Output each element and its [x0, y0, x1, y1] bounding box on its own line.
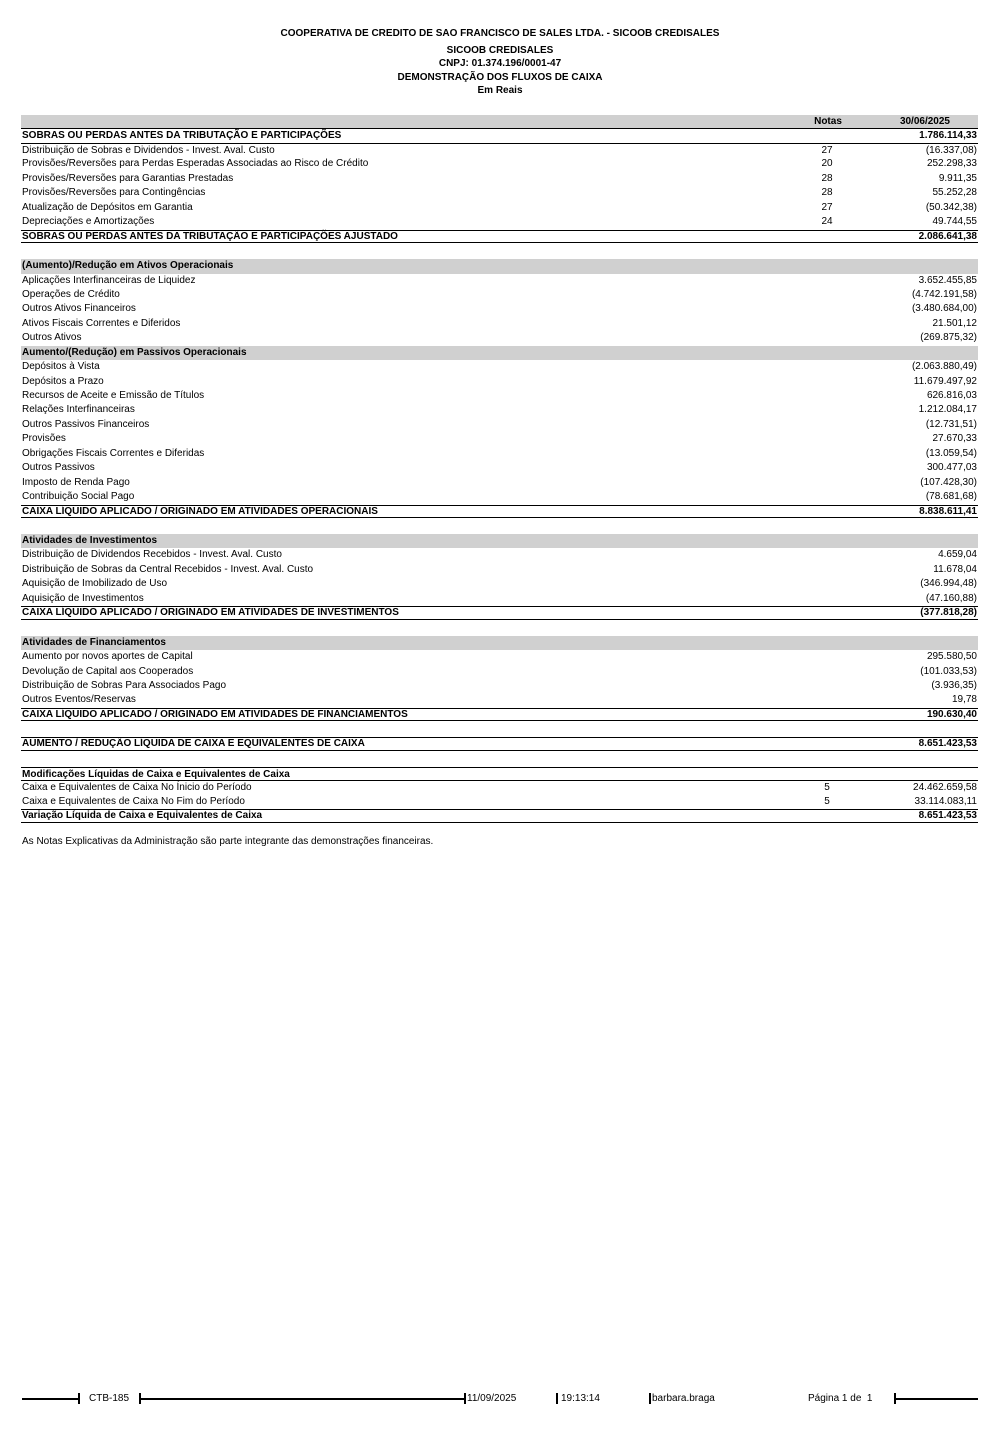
- footer-tick: [78, 1393, 80, 1404]
- table-row: Aumento por novos aportes de Capital 295.580,50: [22, 651, 977, 663]
- row-label: SOBRAS OU PERDAS ANTES DA TRIBUTAÇÃO E PARTICIPAÇÕES: [22, 129, 342, 141]
- table-row: Caixa e Equivalentes de Caixa No Fim do Período 5 33.114.083,11: [22, 795, 977, 807]
- table-row: Operações de Crédito (4.742.191,58): [22, 288, 977, 300]
- table-row: Aquisição de Imobilizado de Uso (346.994,48): [22, 578, 977, 590]
- table-row: Provisões/Reversões para Perdas Esperadas Associadas ao Risco de Crédito 20 252.298,33: [22, 158, 977, 170]
- table-row: Obrigações Fiscais Correntes e Diferidas (13.059,54): [22, 447, 977, 459]
- page-footer: [0, 1392, 1000, 1406]
- footer-rule: [139, 1398, 465, 1400]
- table-row: Depreciações e Amortizações 24 49.744,55: [22, 216, 977, 228]
- table-row: Outros Ativos Financeiros (3.480.684,00): [22, 303, 977, 315]
- table-row: Distribuição de Sobras da Central Recebidos - Invest. Aval. Custo 11.678,04: [22, 563, 977, 575]
- table-row: Recursos de Aceite e Emissão de Títulos 626.816,03: [22, 390, 977, 401]
- page-number: Página 1 de 1: [808, 1393, 873, 1404]
- table-row: Aplicações Interfinanceiras de Liquidez 3.652.455,85: [22, 274, 977, 286]
- section-header-row: Atividades de Financiamentos: [21, 636, 978, 650]
- print-date: 11/09/2025: [467, 1393, 517, 1404]
- footer-rule: [894, 1398, 978, 1400]
- column-date: 30/06/2025: [899, 116, 950, 127]
- section-header-row: (Aumento)/Redução em Ativos Operacionais: [21, 259, 978, 273]
- table-row: Contribuição Social Pago (78.681,68): [22, 491, 977, 503]
- table-row: Relações Interfinanceiras 1.212.084,17: [22, 404, 977, 416]
- table-row: Atualização de Depósitos em Garantia 27 (50.342,38): [22, 201, 977, 213]
- table-row: Provisões/Reversões para Garantias Prestadas 28 9.911,35: [22, 172, 977, 184]
- column-header-row: [21, 115, 978, 129]
- company-name: COOPERATIVA DE CREDITO DE SAO FRANCISCO DE SALES LTDA. - SICOOB CREDISALES: [280, 28, 720, 39]
- table-row: Imposto de Renda Pago (107.428,30): [22, 476, 977, 488]
- report-code: CTB-185: [89, 1393, 130, 1404]
- table-row: Caixa e Equivalentes de Caixa No Ínicio do Período 5 24.462.659,58: [22, 782, 977, 794]
- total-row: SOBRAS OU PERDAS ANTES DA TRIBUTAÇÃO E PARTICIPAÇÕES AJUSTADO 2.086.641,38: [22, 230, 977, 242]
- table-row: Distribuição de Sobras Para Associados Pago (3.936,35): [22, 680, 977, 691]
- section-header-row: Aumento/(Redução) em Passivos Operacionais: [21, 346, 978, 360]
- total-row: CAIXA LÍQUIDO APLICADO / ORIGINADO EM ATIVIDADES DE INVESTIMENTOS (377.818,28): [22, 607, 977, 619]
- net-change-row: AUMENTO / REDUÇÃO LÍQUIDA DE CAIXA E EQUIVALENTES DE CAIXA 8.651.423,53: [22, 738, 977, 750]
- table-row: Provisões 27.670,33: [22, 433, 977, 445]
- short-name: SICOOB CREDISALES: [446, 45, 554, 56]
- table-row: Ativos Fiscais Correntes e Diferidos 21.501,12: [22, 317, 977, 329]
- total-row: CAIXA LÍQUIDO APLICADO / ORIGINADO EM ATIVIDADES OPERACIONAIS 8.838.611,41: [22, 505, 977, 517]
- footer-tick: [556, 1393, 558, 1404]
- footer-tick: [464, 1393, 466, 1404]
- cnpj: CNPJ: 01.374.196/0001-47: [438, 58, 562, 69]
- footer-tick: [649, 1393, 651, 1404]
- column-notas: Notas: [814, 116, 842, 127]
- table-row: Outros Eventos/Reservas 19,78: [22, 694, 977, 706]
- table-row: Depósitos a Prazo 11.679.497,92: [22, 375, 977, 387]
- table-row: Outros Passivos 300.477,03: [22, 462, 977, 474]
- table-row: Outros Ativos (269.875,32): [22, 332, 977, 344]
- section-header-row: Modificações Líquidas de Caixa e Equivalentes de Caixa: [21, 767, 978, 781]
- table-row: Distribuição de Dividendos Recebidos - Invest. Aval. Custo 4.659,04: [22, 549, 977, 561]
- section-title-row: [21, 129, 978, 143]
- table-row: Provisões/Reversões para Contingências 28 55.252,28: [22, 187, 977, 199]
- total-row: Variação Líquida de Caixa e Equivalentes de Caixa 8.651.423,53: [22, 810, 977, 822]
- user-name: barbara.braga: [652, 1393, 715, 1404]
- explanatory-note: As Notas Explicativas da Administração são parte integrante das demonstrações financeiras.: [22, 836, 434, 847]
- row-value: 1.786.114,33: [919, 129, 977, 141]
- document-title: DEMONSTRAÇÃO DOS FLUXOS DE CAIXA: [397, 72, 603, 83]
- table-row: Aquisição de Investimentos (47.160,88): [22, 592, 977, 604]
- total-row: CAIXA LÍQUIDO APLICADO / ORIGINADO EM ATIVIDADES DE FINANCIAMENTOS 190.630,40: [22, 708, 977, 720]
- table-row: Outros Passivos Financeiros (12.731,51): [22, 418, 977, 430]
- section-header-row: Atividades de Investimentos: [21, 534, 978, 548]
- currency-unit: Em Reais: [477, 85, 523, 96]
- table-row: Devolução de Capital aos Cooperados (101.033,53): [22, 665, 977, 677]
- table-row: Depósitos à Vista (2.063.880,49): [22, 361, 977, 373]
- cash-flow-table: [21, 115, 978, 824]
- footer-rule: [22, 1398, 78, 1400]
- print-time: 19:13:14: [561, 1393, 600, 1404]
- table-row: Distribuição de Sobras e Dividendos - Invest. Aval. Custo 27 (16.337,08): [22, 144, 977, 156]
